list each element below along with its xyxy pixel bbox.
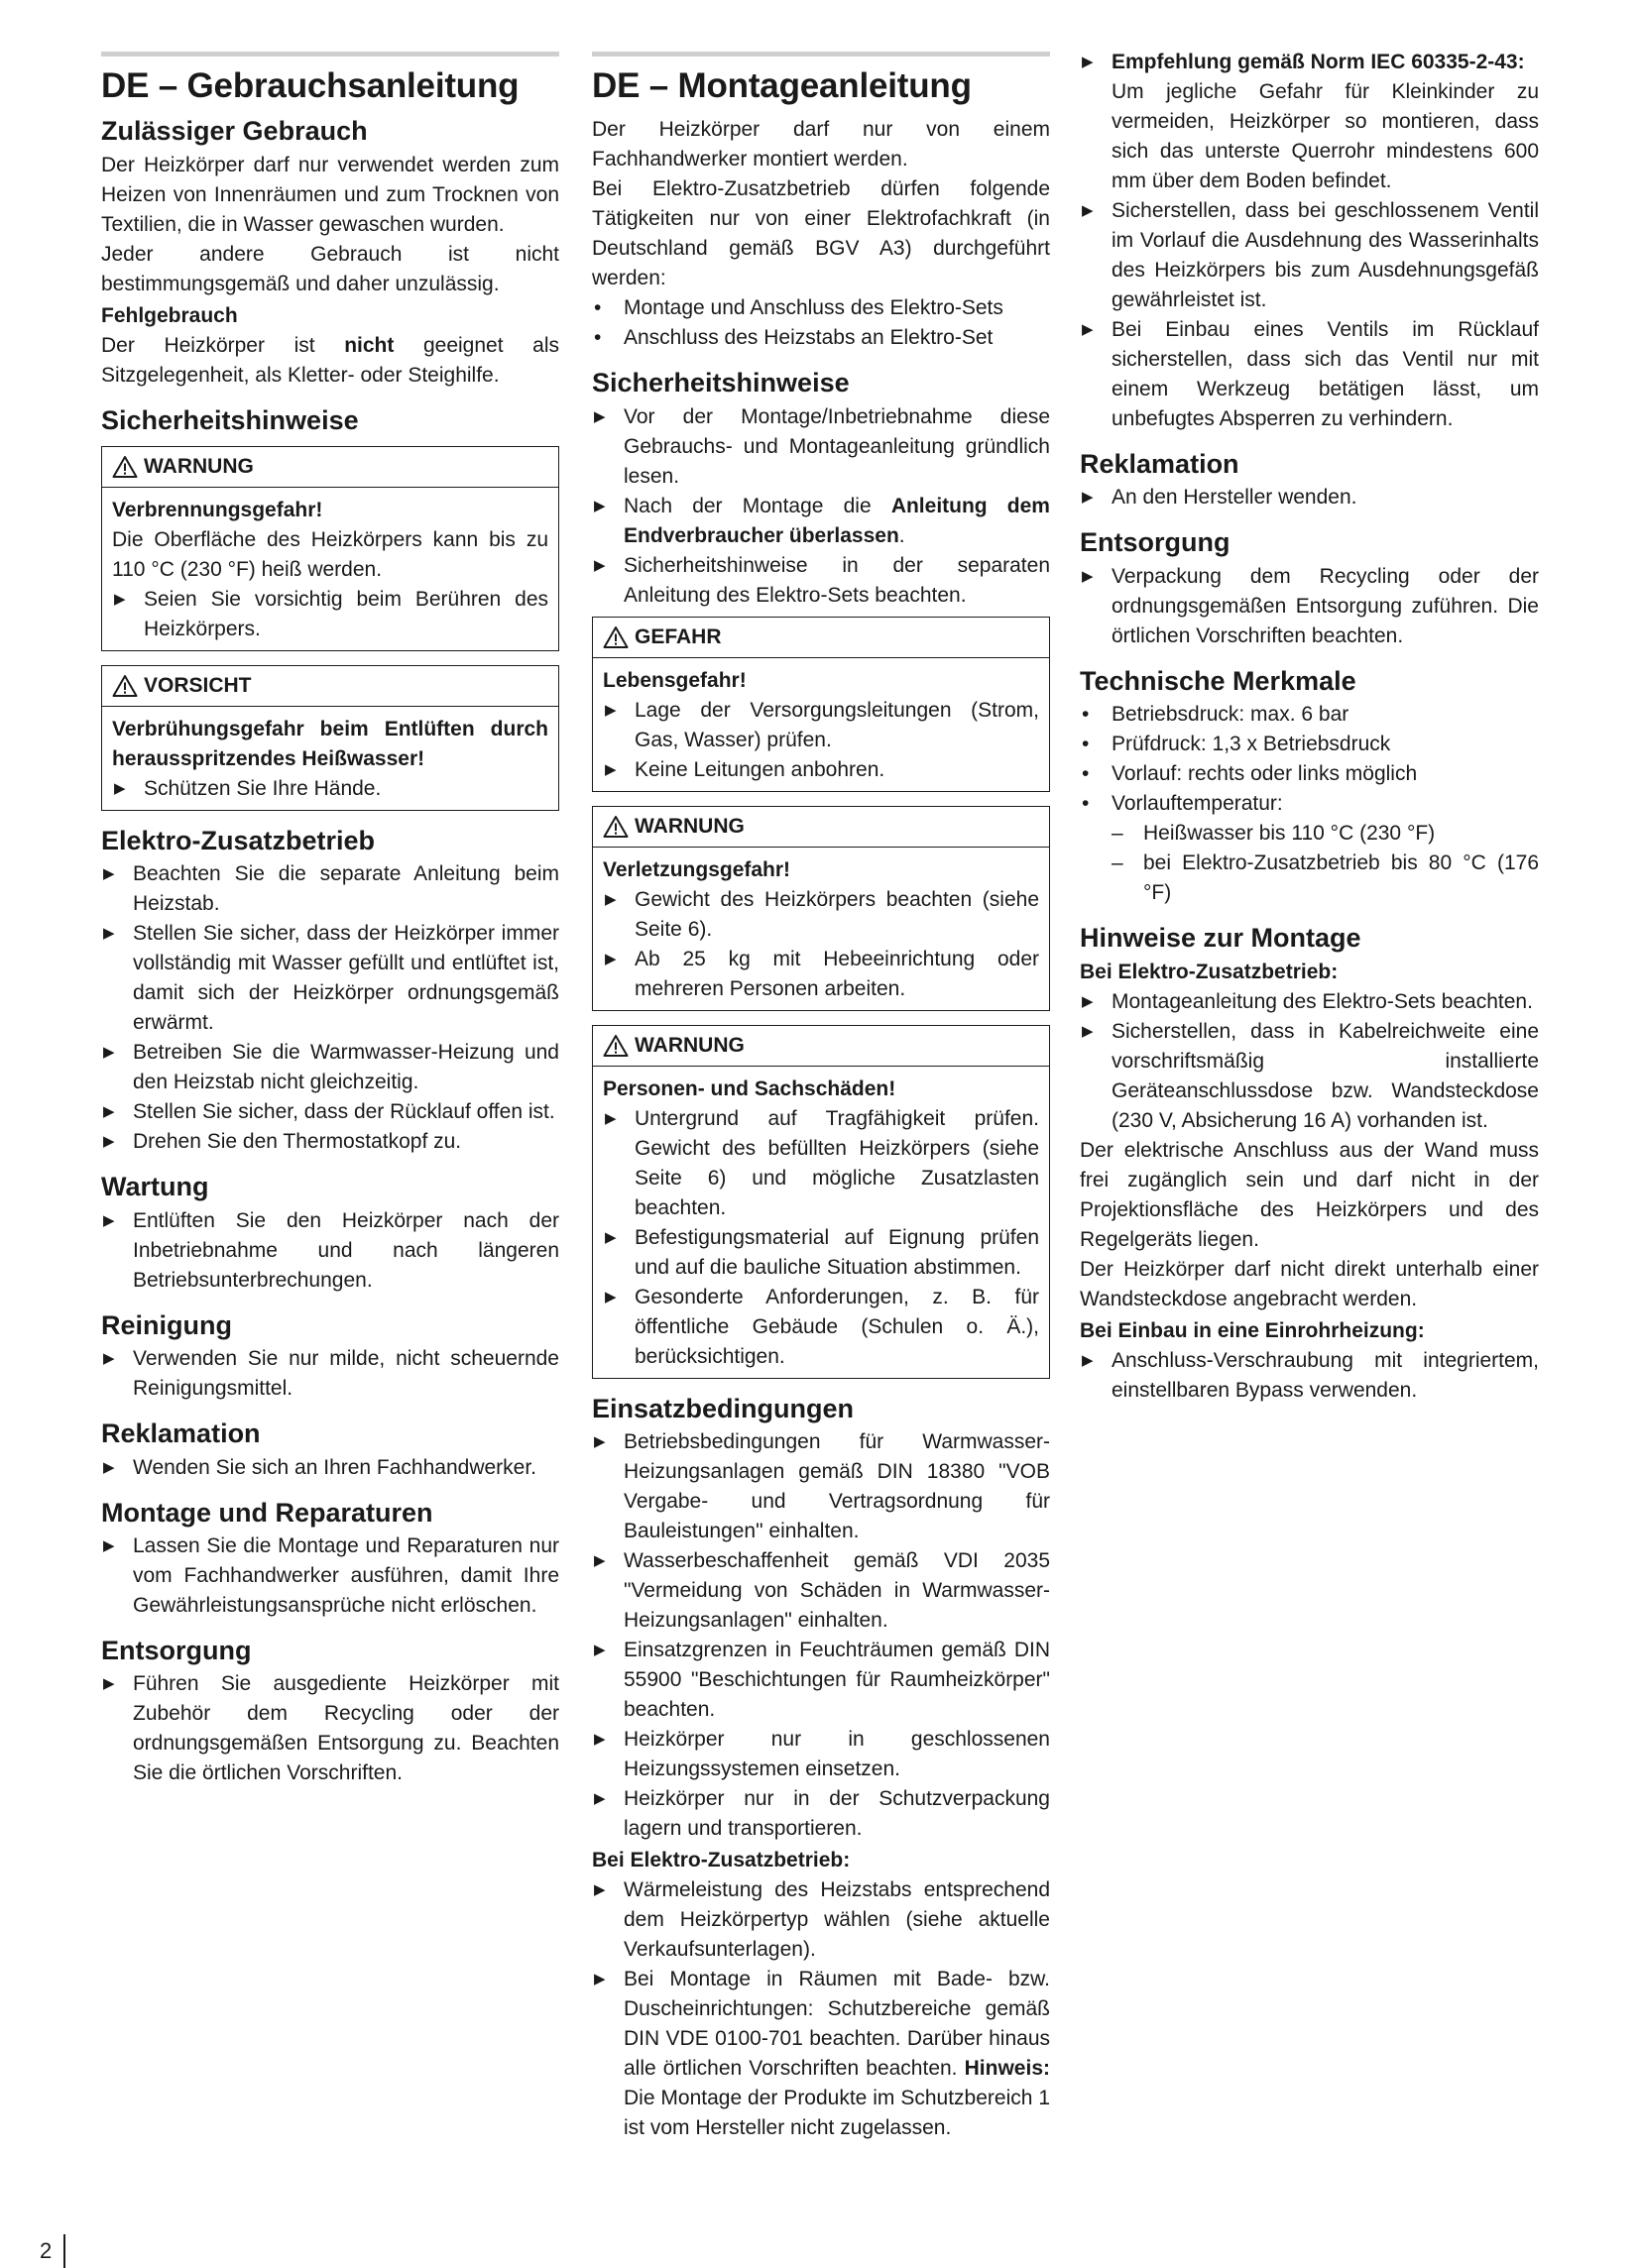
list	[592, 1875, 1050, 2143]
page-number-divider	[63, 2234, 65, 2268]
warning-triangle-icon	[112, 455, 138, 479]
list	[1080, 700, 1539, 819]
heading-montage-reparaturen: Montage und Reparaturen	[101, 1497, 433, 1528]
list-item: ▶ Ab 25 kg mit Hebeeinrichtung oder mehreren Personen arbeiten.	[603, 945, 1039, 1004]
heading-elektro-zusatzbetrieb: Elektro-Zusatzbetrieb	[101, 826, 376, 856]
list-item: ▶ Keine Leitungen anbohren.	[603, 755, 1039, 785]
list	[592, 293, 1050, 353]
list-item: ▶ Lage der Versorgungsleitungen (Strom, Gas, Wasser) prüfen.	[603, 696, 1039, 755]
heading-entsorgung: Entsorgung	[1080, 527, 1230, 558]
heading-reklamation: Reklamation	[1080, 449, 1239, 479]
list-item: • Betriebsdruck: max. 6 bar	[1080, 700, 1539, 730]
warning-body	[102, 488, 558, 650]
warning-header	[593, 1026, 1049, 1067]
list	[592, 402, 1050, 611]
caution-box	[101, 665, 559, 811]
heading-sicherheitshinweise: Sicherheitshinweise	[101, 404, 359, 435]
list-item: ▶ Beachten Sie die separate Anleitung beim Heizstab.	[101, 859, 559, 919]
heading-reklamation: Reklamation	[101, 1418, 261, 1449]
sublist	[1080, 819, 1539, 908]
list-item: ▶ Montageanleitung des Elektro-Sets beachten.	[1080, 987, 1539, 1017]
warning-body	[593, 848, 1049, 1010]
warning-box	[592, 1025, 1050, 1379]
list-item: ▶ Stellen Sie sicher, dass der Heizkörper immer vollständig mit Wasser gefüllt und entlüftet ist, damit sich der Heizkörper ordnungsgemäß erwärmt.	[101, 919, 559, 1038]
paragraph: Der elektrische Anschluss aus der Wand muss frei zugänglich sein und darf nicht in der Projektionsfläche des Heizkörpers und des Regelgeräts liegen.	[1080, 1138, 1539, 1251]
section-rule	[101, 52, 559, 57]
list-item: ▶ Heizkörper nur in geschlossenen Heizungssystemen einsetzen.	[592, 1725, 1050, 1784]
paragraph: Der Heizkörper darf nur verwendet werden zum Heizen von Innenräumen und zum Trocknen von Textilien, die in Wasser gewaschen wurden.	[101, 153, 559, 236]
list-item: ▶ Betriebsbedingungen für Warmwasser-Heizungsanlagen gemäß DIN 18380 "VOB Vergabe- und Vertragsordnung für Bauleistungen" einhalten.	[592, 1427, 1050, 1546]
list-item: • Montage und Anschluss des Elektro-Sets	[592, 293, 1050, 323]
heading-zulaessiger-gebrauch: Zulässiger Gebrauch	[101, 116, 368, 147]
list-item: • Vorlauf: rechts oder links möglich	[1080, 759, 1539, 789]
list-item: ▶ Betreiben Sie die Warmwasser-Heizung und den Heizstab nicht gleichzeitig.	[101, 1038, 559, 1097]
paragraph: Der Heizkörper ist nicht geeignet als Sitzgelegenheit, als Kletter- oder Steighilfe.	[101, 333, 559, 387]
warning-title: Personen- und Sachschäden!	[603, 1077, 896, 1100]
warning-header	[102, 447, 558, 488]
section-rule	[592, 52, 1050, 57]
list-item: ▶ Anschluss-Verschraubung mit integriertem, einstellbaren Bypass verwenden.	[1080, 1346, 1539, 1406]
warning-body	[593, 658, 1049, 791]
list-item: ▶ Einsatzgrenzen in Feuchträumen gemäß DIN 55900 "Beschichtungen für Raumheizkörper" beachten.	[592, 1636, 1050, 1725]
heading-sicherheitshinweise: Sicherheitshinweise	[592, 368, 850, 398]
column-gebrauchsanleitung	[101, 52, 559, 1788]
list-item: ▶ Gesonderte Anforderungen, z. B. für öffentliche Gebäude (Schulen o. Ä.), berücksichtigen.	[603, 1283, 1039, 1372]
warning-label: WARNUNG	[144, 455, 254, 479]
warning-body	[593, 1067, 1049, 1378]
list-item: ▶ Empfehlung gemäß Norm IEC 60335-2-43: Um jegliche Gefahr für Kleinkinder zu vermeiden, Heizkörper so montieren, dass sich das unterste Querrohr mindestens 600 mm über dem Boden befindet.	[1080, 48, 1539, 196]
subheading-fehlgebrauch: Fehlgebrauch	[101, 303, 238, 327]
warning-triangle-icon	[603, 625, 629, 649]
list-item: ▶ Seien Sie vorsichtig beim Berühren des Heizkörpers.	[112, 585, 548, 644]
warning-box	[101, 446, 559, 651]
subheading-einrohrheizung: Bei Einbau in eine Einrohrheizung:	[1080, 1318, 1425, 1342]
heading-wartung: Wartung	[101, 1172, 209, 1202]
heading-technische-merkmale: Technische Merkmale	[1080, 665, 1356, 696]
list-item: ▶ Bei Montage in Räumen mit Bade- bzw. Duscheinrichtungen: Schutzbereiche gemäß DIN VDE 0100-701 beachten. Darüber hinaus alle örtlichen Vorschriften beachten. Hinweis: Die Montage der Produkte im Schutzbereich 1 ist vom Hersteller nicht zugelassen.	[592, 1965, 1050, 2143]
list-item: ▶ Stellen Sie sicher, dass der Rücklauf offen ist.	[101, 1097, 559, 1127]
list	[592, 1427, 1050, 1844]
list-item: ▶ Entlüften Sie den Heizkörper nach der Inbetriebnahme und nach längeren Betriebsunterbrechungen.	[101, 1206, 559, 1296]
warning-header	[102, 666, 558, 707]
warning-box	[592, 806, 1050, 1011]
list-item: – Heißwasser bis 110 °C (230 °F)	[1080, 819, 1539, 849]
page-number: 2	[40, 2238, 53, 2263]
list-item: ▶ Drehen Sie den Thermostatkopf zu.	[101, 1127, 559, 1157]
paragraph: Die Oberfläche des Heizkörpers kann bis zu 110 °C (230 °F) heiß werden.	[112, 528, 548, 582]
column-montageanleitung	[592, 52, 1050, 2143]
list-item: ▶ Verwenden Sie nur milde, nicht scheuernde Reinigungsmittel.	[101, 1344, 559, 1404]
list	[101, 859, 559, 1157]
warning-title: Verletzungsgefahr!	[603, 857, 791, 881]
list-item: ▶ Untergrund auf Tragfähigkeit prüfen. Gewicht des befüllten Heizkörpers (siehe Seite 6) und mögliche Zusatzlasten beachten.	[603, 1104, 1039, 1223]
list-item: ▶ Heizkörper nur in der Schutzverpackung lagern und transportieren.	[592, 1784, 1050, 1844]
warning-header	[593, 807, 1049, 848]
paragraph: Jeder andere Gebrauch ist nicht bestimmungsgemäß und daher unzulässig.	[101, 242, 559, 295]
column-montage-fortsetzung	[1080, 48, 1539, 1406]
paragraph: Der Heizkörper darf nicht direkt unterhalb einer Wandsteckdose angebracht werden.	[1080, 1257, 1539, 1310]
warning-triangle-icon	[112, 674, 138, 698]
warning-label: WARNUNG	[635, 814, 745, 838]
list-item: ▶ Vor der Montage/Inbetriebnahme diese Gebrauchs- und Montageanleitung gründlich lesen.	[592, 402, 1050, 492]
warning-title: Lebensgefahr!	[603, 668, 747, 692]
list-item: ▶ Wenden Sie sich an Ihren Fachhandwerker.	[101, 1453, 559, 1483]
list-item: – bei Elektro-Zusatzbetrieb bis 80 °C (176 °F)	[1080, 849, 1539, 908]
danger-box	[592, 617, 1050, 792]
heading-einsatzbedingungen: Einsatzbedingungen	[592, 1393, 855, 1423]
page-title: DE – Montageanleitung	[592, 66, 972, 105]
warning-label: GEFAHR	[635, 624, 722, 648]
heading-entsorgung: Entsorgung	[101, 1635, 252, 1665]
list-item: ▶ Lassen Sie die Montage und Reparaturen nur vom Fachhandwerker ausführen, damit Ihre Gewährleistungsansprüche nicht erlöschen.	[101, 1531, 559, 1621]
subheading-elektro-zusatzbetrieb: Bei Elektro-Zusatzbetrieb:	[1080, 960, 1339, 983]
list-item: ▶ Befestigungsmaterial auf Eignung prüfen und auf die bauliche Situation abstimmen.	[603, 1223, 1039, 1283]
list-item: ▶ Schützen Sie Ihre Hände.	[112, 774, 548, 804]
warning-label: WARNUNG	[635, 1033, 745, 1057]
list-item: ▶ Führen Sie ausgediente Heizkörper mit Zubehör dem Recycling oder der ordnungsgemäßen Entsorgung zu. Beachten Sie die örtlichen Vorschriften.	[101, 1669, 559, 1788]
list	[1080, 48, 1539, 434]
warning-triangle-icon	[603, 815, 629, 839]
paragraph: Der Heizkörper darf nur von einem Fachhandwerker montiert werden.	[592, 118, 1050, 171]
warning-triangle-icon	[603, 1034, 629, 1058]
paragraph: Bei Elektro-Zusatzbetrieb dürfen folgende Tätigkeiten nur von einer Elektrofachkraft (in Deutschland gemäß BGV A3) durchgeführt werden:	[592, 177, 1050, 290]
list-item: • Prüfdruck: 1,3 x Betriebsdruck	[1080, 730, 1539, 759]
list-item: • Vorlauftemperatur:	[1080, 789, 1539, 819]
subheading-elektro-zusatzbetrieb: Bei Elektro-Zusatzbetrieb:	[592, 1849, 851, 1872]
list-item: ▶ Sicherstellen, dass bei geschlossenem Ventil im Vorlauf die Ausdehnung des Wasserinhalts des Heizkörpers bis zum Ausdehnungsgefäß gewährleistet ist.	[1080, 196, 1539, 315]
list-item: ▶ Sicherheitshinweise in der separaten Anleitung des Elektro-Sets beachten.	[592, 551, 1050, 611]
list-item: ▶ Sicherstellen, dass in Kabelreichweite eine vorschriftsmäßig installierte Geräteanschlussdose bzw. Wandsteckdose (230 V, Absicherung 16 A) vorhanden ist.	[1080, 1017, 1539, 1136]
list-item: ▶ Wärmeleistung des Heizstabs entsprechend dem Heizkörpertyp wählen (siehe aktuelle Verkaufsunterlagen).	[592, 1875, 1050, 1965]
list-item: ▶ Nach der Montage die Anleitung dem Endverbraucher überlassen.	[592, 492, 1050, 551]
page-title: DE – Gebrauchsanleitung	[101, 66, 520, 105]
warning-title: Verbrühungsgefahr beim Entlüften durch herausspritzendes Heißwasser!	[112, 718, 548, 771]
heading-hinweise-montage: Hinweise zur Montage	[1080, 923, 1361, 954]
heading-reinigung: Reinigung	[101, 1309, 232, 1340]
list	[1080, 987, 1539, 1136]
warning-title: Verbrennungsgefahr!	[112, 499, 323, 522]
list-item: ▶ Verpackung dem Recycling oder der ordnungsgemäßen Entsorgung zuführen. Die örtlichen Vorschriften beachten.	[1080, 562, 1539, 651]
warning-body	[102, 707, 558, 810]
list-item: • Anschluss des Heizstabs an Elektro-Set	[592, 323, 1050, 353]
warning-label: VORSICHT	[144, 674, 252, 698]
warning-header	[593, 618, 1049, 658]
list-item: ▶ Wasserbeschaffenheit gemäß VDI 2035 "Vermeidung von Schäden in Warmwasser-Heizungsanlagen" einhalten.	[592, 1546, 1050, 1636]
list-item: ▶ Bei Einbau eines Ventils im Rücklauf sicherstellen, dass sich das Ventil nur mit einem Werkzeug betätigen lässt, um unbefugtes Absperren zu verhindern.	[1080, 315, 1539, 434]
list-item: ▶ An den Hersteller wenden.	[1080, 483, 1539, 512]
list-item: ▶ Gewicht des Heizkörpers beachten (siehe Seite 6).	[603, 885, 1039, 945]
